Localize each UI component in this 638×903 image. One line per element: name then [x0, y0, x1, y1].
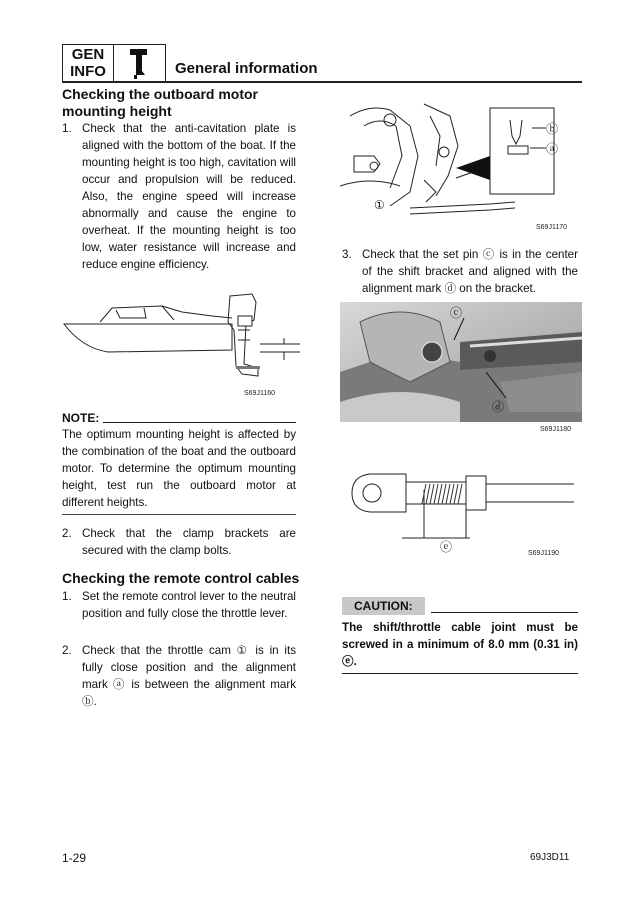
list-item-2: 2. Check that the clamp brackets are secured with the clamp bolts.	[62, 527, 296, 557]
doc-code: 69J3D11	[530, 852, 570, 863]
heading-remote-control: Checking the remote control cables	[62, 570, 300, 586]
figure-label: S69J1160	[244, 390, 276, 397]
figure-throttle-cam	[340, 96, 580, 236]
figure-cable-joint	[350, 470, 580, 560]
callout-c: ⓒ	[450, 306, 463, 320]
note-text: The optimum mounting height is affected by the combination of the boat and the outboard motor. To determine the optimum mounting height, test run the outboard motor at different heights.	[62, 428, 296, 509]
note-heading: NOTE:	[62, 411, 296, 425]
rc-list-item-2: 2. Check that the throttle cam ① is in its fully close position and the alignment mark ⓐ is between the alignment mark ⓑ.	[62, 644, 296, 708]
caution-heading-row	[342, 597, 578, 615]
page-number: 1-29	[62, 851, 87, 865]
figure-label: S69J1190	[528, 550, 560, 557]
callout-1: ①	[374, 198, 385, 212]
list-item-text: Check that the set pin ⓒ is in the center of the shift bracket and aligned with the alignment mark ⓓ on the bracket.	[362, 248, 578, 295]
figure-label: S69J1170	[536, 224, 568, 231]
note-rule	[62, 514, 296, 515]
figure-boat-motor	[62, 290, 300, 405]
figure-label: S69J1180	[540, 426, 572, 433]
list-item-text: Check that the clamp brackets are secured with the clamp bolts.	[82, 527, 296, 557]
caution-block	[342, 597, 578, 674]
list-item-text: Set the remote control lever to the neutral position and fully close the throttle lever.	[82, 590, 296, 620]
figure-shift-bracket-photo	[340, 302, 582, 436]
gen-info-box	[62, 44, 114, 82]
list-item-3: 3. Check that the set pin ⓒ is in the center of the shift bracket and aligned with the alignment mark ⓓ on the bracket.	[342, 248, 578, 295]
list-item-text: Check that the throttle cam ① is in its fully close position and the alignment mark ⓐ is between the alignment mark ⓑ.	[82, 644, 296, 708]
callout-b: ⓑ	[546, 122, 559, 136]
rc-list-item-1: 1. Set the remote control lever to the neutral position and fully close the throttle lever.	[62, 590, 296, 620]
outboard-motor-icon	[114, 44, 166, 82]
note-block	[62, 411, 296, 515]
callout-d: ⓓ	[492, 400, 505, 414]
section-title: General information	[175, 60, 318, 77]
callout-a: ⓐ	[546, 142, 559, 156]
gen-label: GEN	[71, 46, 105, 63]
caution-text: The shift/throttle cable joint must be screwed in a minimum of 8.0 mm (0.31 in) ⓔ.	[342, 621, 578, 668]
caution-heading: CAUTION:	[342, 597, 425, 615]
info-label: INFO	[70, 63, 106, 80]
header-rule	[62, 81, 582, 83]
callout-e: ⓔ	[440, 540, 453, 554]
list-item-1: 1. Check that the anti-cavitation plate is aligned with the bottom of the boat. If the mounting height is too high, cavitation will occur and propulsion will be reduced. Also, the engine speed will increase abnormally and cause the engine to overheat. If the mounting height is too low, water resistance will increase and reduce engine efficiency.	[62, 122, 296, 271]
list-item-text: Check that the anti-cavitation plate is aligned with the bottom of the boat. If the mounting height is too high, cavitation will occur and propulsion will be reduced. Also, the engine speed will increase abnormally and cause the engine to overheat. If the mounting height is too low, water resistance will increase and reduce engine efficiency.	[82, 122, 296, 271]
caution-rule	[342, 673, 578, 674]
heading-mounting-height: Checking the outboard motor mounting height	[62, 86, 258, 119]
